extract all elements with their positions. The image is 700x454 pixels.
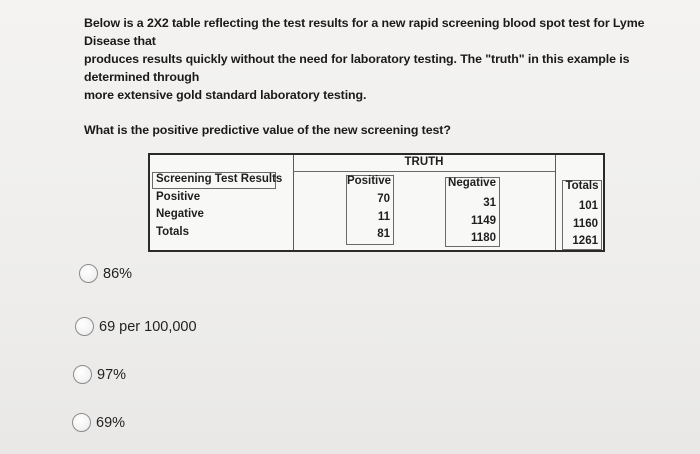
answer-option-label[interactable]: 97% <box>97 366 127 383</box>
answer-option-97[interactable] <box>73 365 126 384</box>
radio-button-icon[interactable] <box>79 264 98 283</box>
col-header-totals: Totals <box>565 180 599 192</box>
answer-option-label[interactable]: 69% <box>96 414 126 431</box>
question-text <box>84 14 690 139</box>
question-prompt: What is the positive predictive value of the new screening test? <box>84 123 451 137</box>
table-cell: 31 <box>483 197 496 209</box>
answer-option-label[interactable]: 69 per 100,000 <box>99 318 197 335</box>
table-divider <box>555 155 556 250</box>
row-label-totals: Totals <box>156 225 190 238</box>
totals-column-values <box>560 198 598 251</box>
radio-button-icon[interactable] <box>72 413 91 432</box>
table-cell: 70 <box>377 193 390 205</box>
col-header-negative: Negative <box>448 177 496 189</box>
negative-column-values <box>442 195 496 248</box>
question-line-1: Below is a 2X2 table reflecting the test results for a new rapid screening blood spot test for Lyme Disease that <box>84 16 645 48</box>
table-cell: 1180 <box>471 232 496 244</box>
question-line-3: more extensive gold standard laboratory testing. <box>84 88 367 102</box>
row-label-positive: Positive <box>156 190 201 203</box>
table-cell: 11 <box>377 210 390 223</box>
table-divider <box>293 171 555 172</box>
radio-button-icon[interactable] <box>75 317 94 336</box>
answer-option-label[interactable]: 86% <box>103 265 133 282</box>
row-label-negative: Negative <box>156 208 204 220</box>
positive-column-values <box>346 191 390 244</box>
truth-label: TRUTH <box>404 156 444 168</box>
table-cell: 1261 <box>572 235 598 247</box>
table-cell: 101 <box>578 200 598 212</box>
question-line-2: produces results quickly without the need for laboratory testing. The "truth" in this example is determined through <box>84 52 630 84</box>
col-header-positive: Positive <box>346 175 392 187</box>
table-cell: 1160 <box>573 217 598 230</box>
answer-option-69[interactable] <box>72 413 125 432</box>
row-header: Screening Test Results <box>156 173 283 185</box>
table-cell: 81 <box>377 228 390 240</box>
answer-option-69-per-100000[interactable] <box>75 317 197 336</box>
table-cell: 1149 <box>471 214 496 227</box>
row-labels <box>156 171 294 241</box>
radio-button-icon[interactable] <box>73 365 92 384</box>
results-table <box>148 153 605 252</box>
answer-option-86[interactable] <box>79 264 132 283</box>
